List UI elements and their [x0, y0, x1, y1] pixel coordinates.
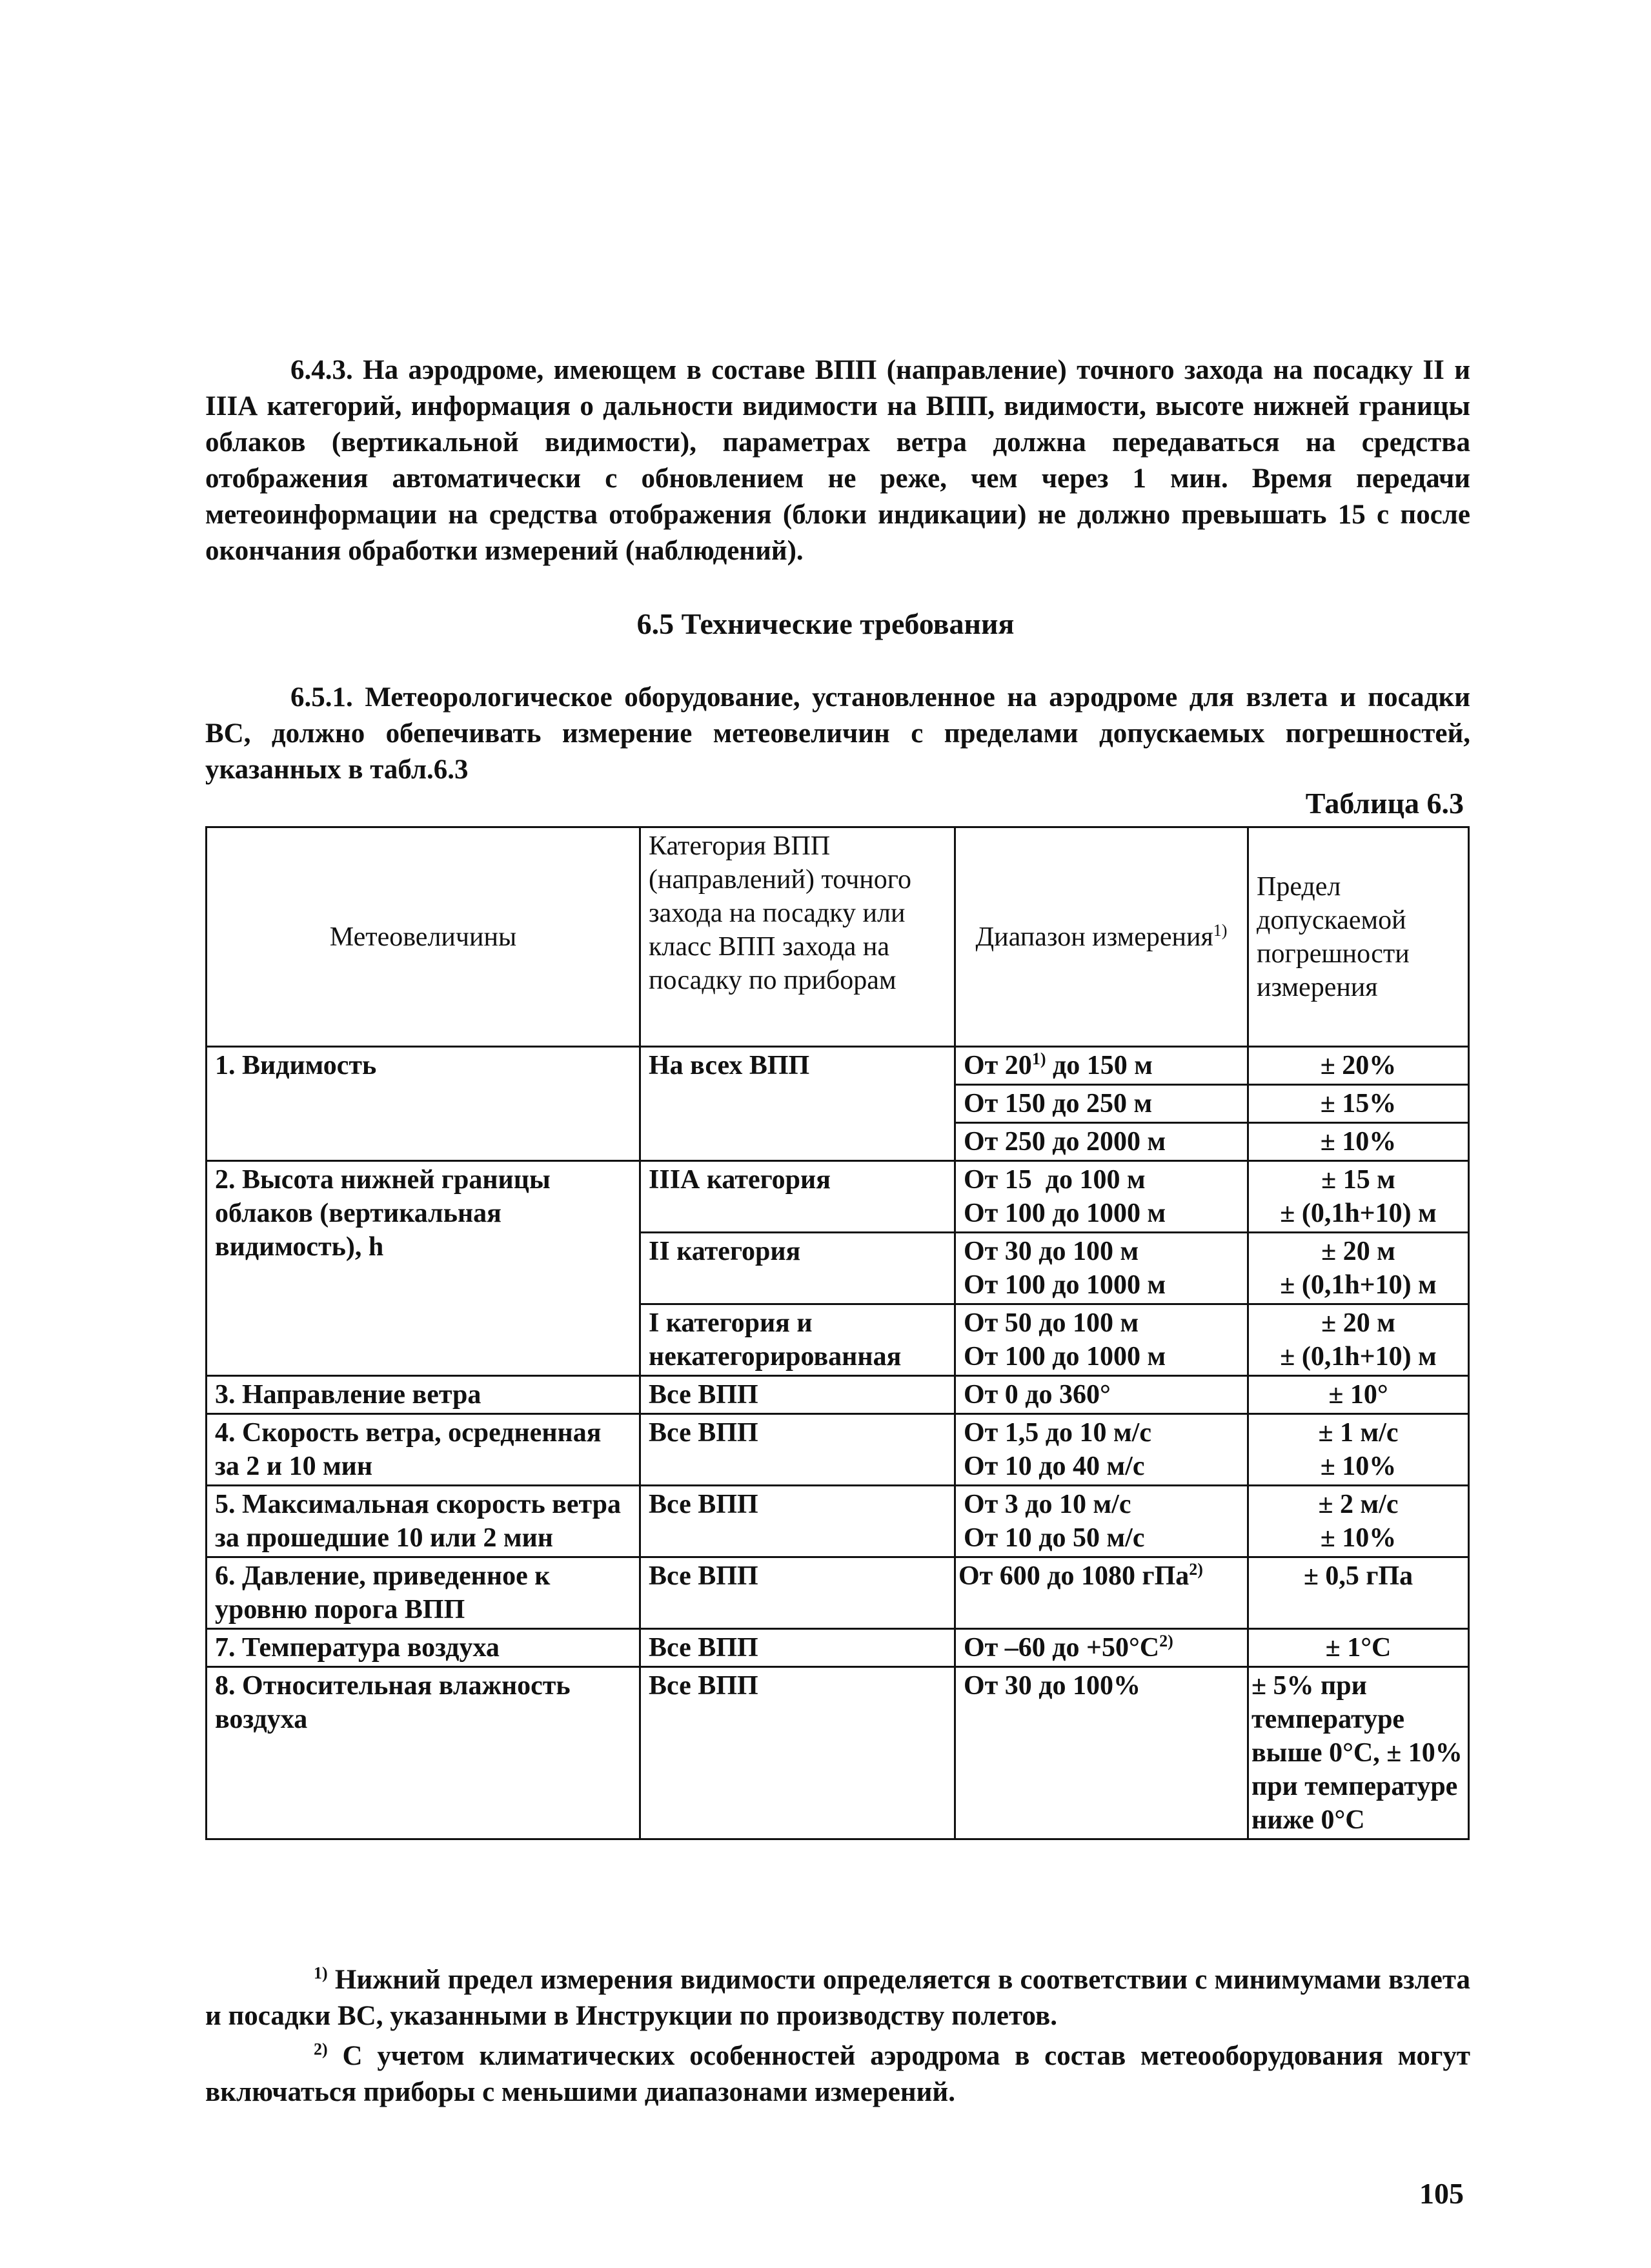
header-measurement-range [955, 827, 1248, 1047]
page-number: 105 [1419, 2177, 1464, 2210]
range-text: От 1,5 до 10 м/с [964, 1418, 1151, 1448]
error-text: ± (0,1h+10) м [1280, 1342, 1437, 1372]
row-name-humidity: 8. Относительная влажность воздуха [207, 1667, 640, 1839]
error-cell: ± 15% [1248, 1085, 1469, 1123]
range-cell [955, 1233, 1248, 1304]
table-row [207, 1376, 1469, 1414]
error-text: ± 2 м/с [1318, 1490, 1399, 1519]
row-category: Все ВПП [640, 1486, 955, 1557]
range-cell [955, 1047, 1248, 1085]
footnote-ref: 2) [1189, 1560, 1203, 1579]
row-name-visibility: 1. Видимость [207, 1047, 640, 1161]
error-cell: ± 10% [1248, 1123, 1469, 1161]
footnote-1-text: Нижний предел измерения видимости определяется в соответствии с минимумами взлета и посадки ВС, указанными в Инструкции по производству полетов. [205, 1965, 1471, 2031]
error-text: ± (0,1h+10) м [1280, 1270, 1437, 1300]
table-header-row [207, 827, 1469, 1047]
row-name-wind-speed: 4. Скорость ветра, осредненная за 2 и 10 мин [207, 1414, 640, 1486]
error-cell: ± 5% при температуре выше 0°C, ± 10% при температуре ниже 0°C [1248, 1667, 1469, 1839]
range-text: От –60 до +50°C [964, 1633, 1160, 1663]
row-category: Все ВПП [640, 1629, 955, 1667]
row-category: Все ВПП [640, 1414, 955, 1486]
range-text: От 100 до 1000 м [964, 1199, 1166, 1228]
error-text: ± 10% [1320, 1452, 1397, 1481]
footnote-ref: 1) [1031, 1049, 1046, 1068]
range-cell: От 0 до 360° [955, 1376, 1248, 1414]
row-category: На всех ВПП [640, 1047, 955, 1161]
footnote-2-text: С учетом климатических особенностей аэродрома в состав метеооборудования могут включаться приборы с меньшими диапазонами измерений. [205, 2041, 1470, 2107]
range-text: От 10 до 40 м/с [964, 1452, 1145, 1481]
table-row [207, 1161, 1469, 1233]
error-cell [1248, 1304, 1469, 1376]
range-text: От 20 [964, 1051, 1032, 1080]
row-category: IIIА категория [640, 1161, 955, 1233]
error-text: ± 20 м [1321, 1237, 1395, 1266]
range-cell [955, 1486, 1248, 1557]
table-row [207, 1629, 1469, 1667]
error-text: ± 15 м [1321, 1165, 1395, 1195]
range-text: От 600 до 1080 гПа [958, 1561, 1190, 1591]
range-text: От 100 до 1000 м [964, 1342, 1166, 1372]
range-text: От 30 до 100 м [964, 1237, 1139, 1266]
table-row [207, 1557, 1469, 1629]
error-cell: ± 10° [1248, 1376, 1469, 1414]
table-row [207, 1486, 1469, 1557]
paragraph-6-5-1-text: 6.5.1. Метеорологическое оборудование, установленное на аэродроме для взлета и посадки ВС, должно обепечивать измерение метеовеличин с пределами допускаемых погрешностей, указанных в табл.6.3 [205, 682, 1470, 785]
footnote-2 [205, 2038, 1470, 2111]
header-range-text: Диапазон измерения [975, 922, 1213, 952]
row-name-wind-direction: 3. Направление ветра [207, 1376, 640, 1414]
range-text: От 10 до 50 м/с [964, 1523, 1145, 1553]
range-cell [955, 1557, 1248, 1629]
paragraph-6-4-3 [205, 352, 1470, 569]
range-text: От 50 до 100 м [964, 1308, 1139, 1338]
footnote-ref: 1) [1213, 920, 1228, 940]
range-text: до 150 м [1046, 1051, 1153, 1080]
header-error-limit: Предел допускаемой погрешности измерения [1248, 827, 1469, 1047]
error-text: ± 10% [1320, 1523, 1397, 1553]
footnote-mark: 1) [314, 1963, 328, 1983]
row-name-air-temperature: 7. Температура воздуха [207, 1629, 640, 1667]
section-heading-6-5: 6.5 Технические требования [636, 607, 1015, 640]
table-row [207, 1667, 1469, 1839]
table-row [207, 1414, 1469, 1486]
row-category: II категория [640, 1233, 955, 1304]
paragraph-6-5-1 [205, 680, 1470, 788]
error-cell: ± 1°C [1248, 1629, 1469, 1667]
error-cell [1248, 1161, 1469, 1233]
range-cell [955, 1414, 1248, 1486]
header-runway-category: Категория ВПП (направлений) точного захода на посадку или класс ВПП захода на посадку по приборам [640, 827, 955, 1047]
range-cell: От 150 до 250 м [955, 1085, 1248, 1123]
row-name-cloud-base: 2. Высота нижней границы облаков (вертикальная видимость), h [207, 1161, 640, 1376]
error-cell [1248, 1486, 1469, 1557]
range-text: От 3 до 10 м/с [964, 1490, 1131, 1519]
meteo-table [205, 826, 1470, 1840]
header-meteovalues: Метеовеличины [207, 827, 640, 1047]
error-cell: ± 20% [1248, 1047, 1469, 1085]
row-category: Все ВПП [640, 1667, 955, 1839]
footnote-ref: 2) [1159, 1632, 1173, 1650]
table-row [207, 1047, 1469, 1085]
range-cell [955, 1629, 1248, 1667]
range-cell: От 250 до 2000 м [955, 1123, 1248, 1161]
error-cell: ± 0,5 гПа [1248, 1557, 1469, 1629]
table-caption: Таблица 6.3 [1305, 787, 1464, 820]
row-category: Все ВПП [640, 1557, 955, 1629]
range-cell [955, 1304, 1248, 1376]
error-text: ± 1 м/с [1318, 1418, 1399, 1448]
error-text: ± 20 м [1321, 1308, 1395, 1338]
row-name-max-wind-speed: 5. Максимальная скорость ветра за прошедшие 10 или 2 мин [207, 1486, 640, 1557]
range-text: От 15 до 100 м [964, 1165, 1146, 1195]
range-cell [955, 1161, 1248, 1233]
row-name-pressure: 6. Давление, приведенное к уровню порога ВПП [207, 1557, 640, 1629]
error-cell [1248, 1414, 1469, 1486]
error-cell [1248, 1233, 1469, 1304]
row-category: Все ВПП [640, 1376, 955, 1414]
row-category: I категория и некатегорированная [640, 1304, 955, 1376]
paragraph-6-4-3-text: 6.4.3. На аэродроме, имеющем в составе ВПП (направление) точного захода на посадку II и IIIА категорий, информация о дальности видимости на ВПП, видимости, высоте нижней границы облаков (вертикальной видимости), параметрах ветра должна передаваться на средства отображения автоматически с обновлением не реже, чем через 1 мин. Время передачи метеоинформации на средства отображения (блоки индикации) не должно превышать 15 с после окончания обработки измерений (наблюдений). [205, 355, 1470, 566]
error-text: ± (0,1h+10) м [1280, 1199, 1437, 1228]
footnote-mark: 2) [314, 2040, 328, 2059]
footnote-1 [205, 1962, 1470, 2034]
range-text: От 100 до 1000 м [964, 1270, 1166, 1300]
range-cell: От 30 до 100% [955, 1667, 1248, 1839]
